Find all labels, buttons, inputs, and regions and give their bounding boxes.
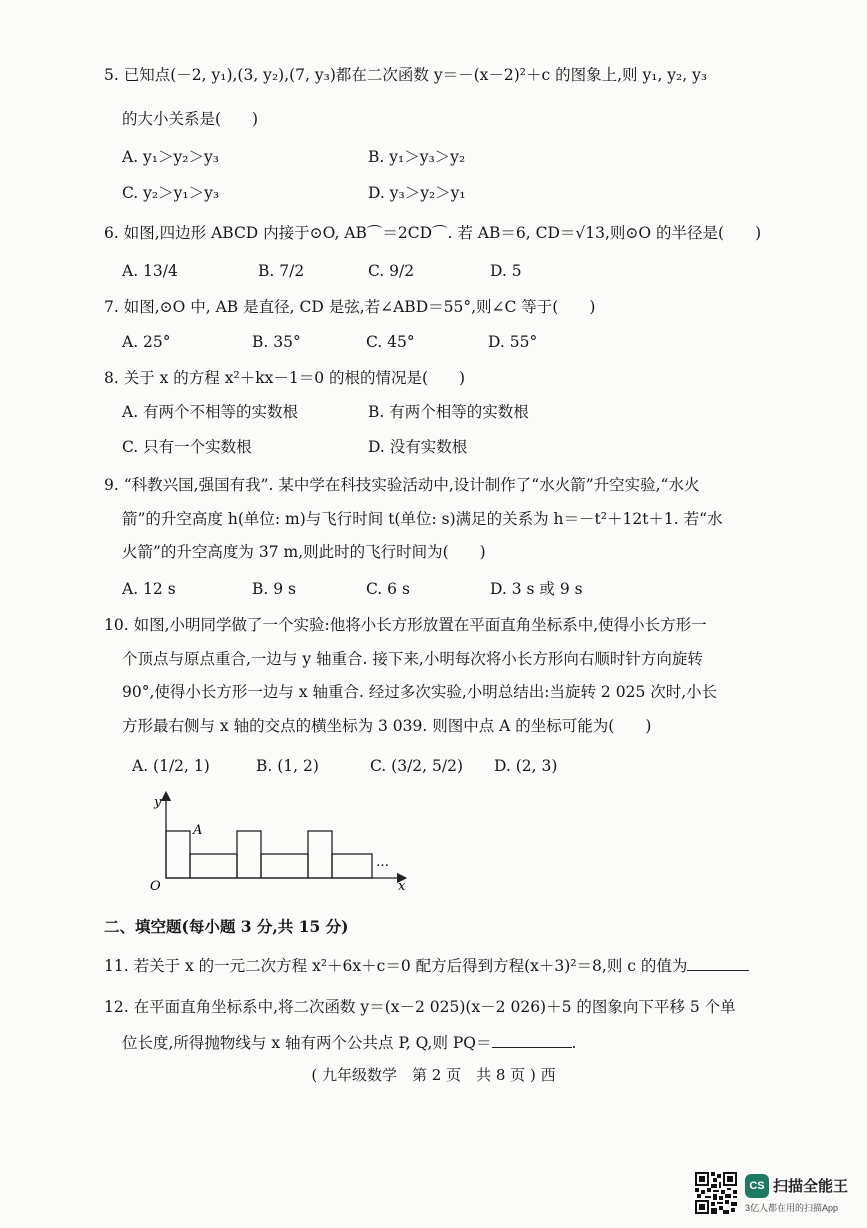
rect-4-horizontal [261,854,308,878]
page-footer: ( 九年级数学 第 2 页 共 8 页 ) 西 [311,1066,556,1084]
rect-3-vertical [237,831,261,878]
q10-option-d: D. (2, 3) [494,757,558,775]
qr-code-icon [695,1172,737,1214]
q10-option-a: A. (1/2, 1) [132,757,210,775]
q11-line1 [104,955,749,977]
q7-option-d: D. 55° [488,333,538,351]
q10-option-b: B. (1, 2) [256,757,319,775]
q9-line2: 箭”的升空高度 h(单位: m)与飞行时间 t(单位: s)满足的关系为 h＝－t²＋12t＋1. 若“水 [122,510,723,528]
q9-option-b: B. 9 s [252,580,296,598]
q8-option-a: A. 有两个不相等的实数根 [122,403,299,421]
q9-option-d: D. 3 s 或 9 s [490,580,583,598]
rect-2-horizontal [190,854,237,878]
q10-rectangle-figure [140,790,430,900]
q12-text: 位长度,所得抛物线与 x 轴有两个公共点 P, Q,则 PQ＝ [122,1034,492,1052]
q7-line1: 7. 如图,⊙O 中, AB 是直径, CD 是弦,若∠ABD＝55°,则∠C 等于( ) [104,298,596,316]
q6-line1: 6. 如图,四边形 ABCD 内接于⊙O, AB⌒＝2CD⌒. 若 AB＝6, CD＝√13,则⊙O 的半径是( ) [104,224,762,242]
camscanner-logo-icon: CS [745,1174,769,1198]
q5-option-d: D. y₃＞y₂＞y₁ [368,184,466,202]
q11-answer-blank[interactable] [687,970,749,971]
fig-label-point-a: A [193,823,203,838]
q12-answer-blank[interactable] [492,1047,572,1048]
q10-option-c: C. (3/2, 5/2) [370,757,463,775]
q10-line1: 10. 如图,小明同学做了一个实验:他将小长方形放置在平面直角坐标系中,使得小长方形一 [104,616,707,634]
q5-option-b: B. y₁＞y₃＞y₂ [368,148,466,166]
camscanner-brand-name: 扫描全能王 [773,1178,849,1195]
q10-line2: 个顶点与原点重合,一边与 y 轴重合. 接下来,小明每次将小长方形向右顺时针方向旋转 [122,650,703,668]
fig-label-x: x [398,879,406,894]
q8-line1: 8. 关于 x 的方程 x²＋kx－1＝0 的根的情况是( ) [104,369,466,387]
fig-ellipsis: … [376,855,389,870]
q10-line4: 方形最右侧与 x 轴的交点的横坐标为 3 039. 则图中点 A 的坐标可能为( ) [122,717,652,735]
q9-option-a: A. 12 s [122,580,176,598]
rect-5-vertical [308,831,332,878]
q11-text: 11. 若关于 x 的一元二次方程 x²＋6x＋c＝0 配方后得到方程(x＋3)²＝8,则 c 的值为 [104,957,688,975]
q5-line1: 5. 已知点(－2, y₁),(3, y₂),(7, y₃)都在二次函数 y＝－(x－2)²＋c 的图象上,则 y₁, y₂, y₃ [104,66,708,84]
q10-line3: 90°,使得小长方形一边与 x 轴重合. 经过多次实验,小明总结出:当旋转 2 025 次时,小长 [122,683,718,701]
q7-option-c: C. 45° [366,333,415,351]
fig-label-origin: O [150,879,161,894]
q6-option-b: B. 7/2 [258,262,305,280]
q5-line2: 的大小关系是( ) [122,110,259,128]
q6-option-d: D. 5 [490,262,522,280]
q9-line3: 火箭”的升空高度为 37 m,则此时的飞行时间为( ) [122,543,486,561]
q9-line1: 9. “科教兴国,强国有我”. 某中学在科技实验活动中,设计制作了“水火箭”升空实验,“水火 [104,476,700,494]
fig-label-y: y [154,795,162,810]
q9-option-c: C. 6 s [366,580,410,598]
section-fill-in-title: 二、填空题(每小题 3 分,共 15 分) [104,917,349,936]
q7-option-b: B. 35° [252,333,301,351]
q8-option-b: B. 有两个相等的实数根 [368,403,529,421]
q5-option-a: A. y₁＞y₂＞y₃ [122,148,219,166]
q7-option-a: A. 25° [122,333,171,351]
q12-line2 [122,1032,576,1054]
q6-option-a: A. 13/4 [122,262,178,280]
q6-option-c: C. 9/2 [368,262,415,280]
camscanner-tagline: 3亿人都在用的扫描App [745,1203,839,1213]
q12-period: . [571,1034,577,1052]
q12-line1: 12. 在平面直角坐标系中,将二次函数 y＝(x－2 025)(x－2 026)＋5 的图象向下平移 5 个单 [104,998,736,1016]
q5-option-c: C. y₂＞y₁＞y₃ [122,184,220,202]
rect-6-horizontal [332,854,372,878]
rect-1-vertical [166,831,190,878]
q8-option-d: D. 没有实数根 [368,438,468,456]
q8-option-c: C. 只有一个实数根 [122,438,252,456]
